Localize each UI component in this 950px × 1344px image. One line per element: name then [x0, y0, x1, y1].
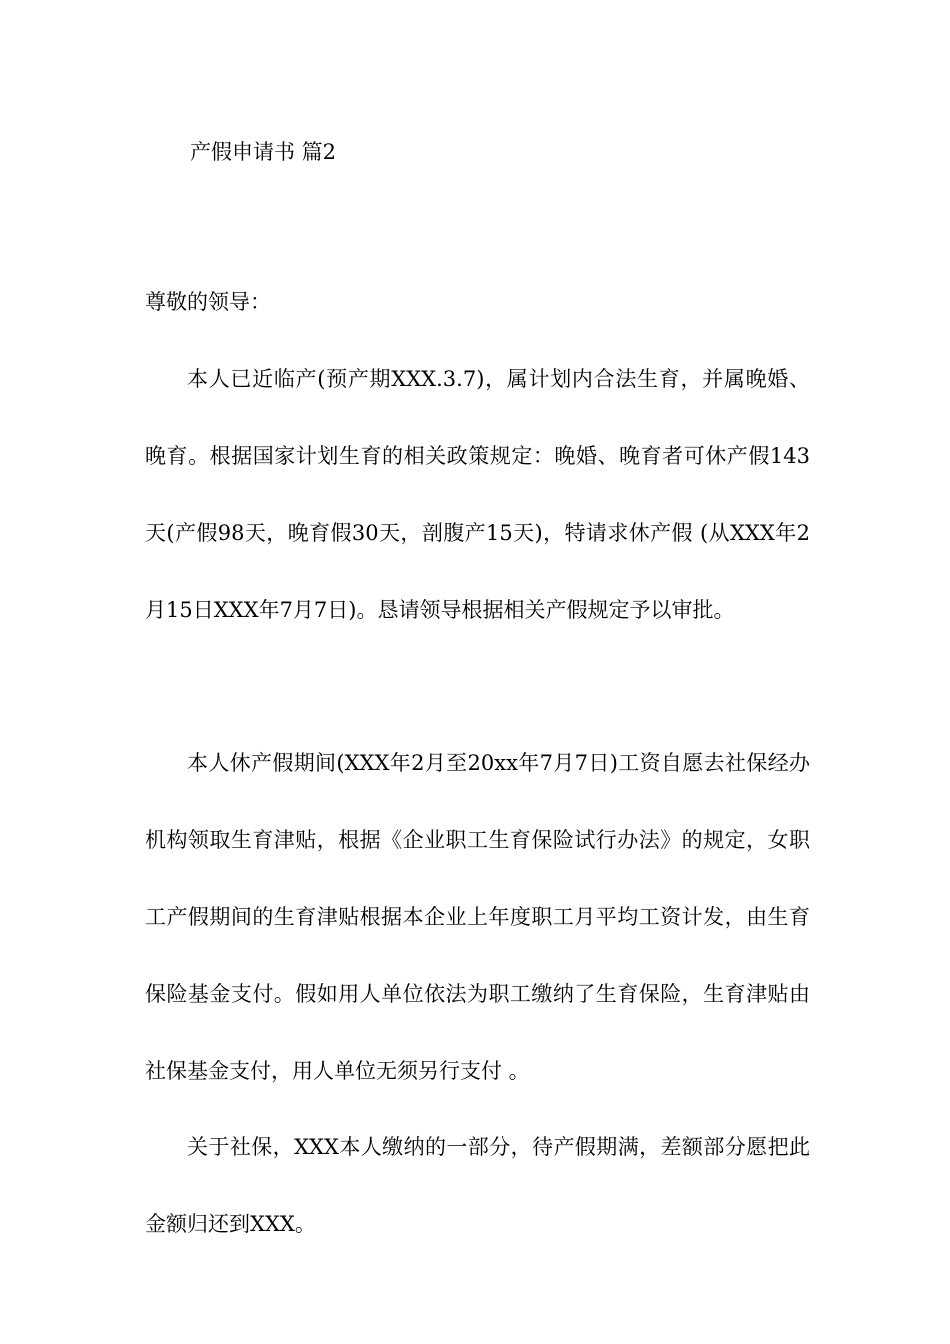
paragraph-leave-request: 本人已近临产(预产期XXX.3.7)，属计划内合法生育，并属晚婚、晚育。根据国家计划生育的相关政策规定：晚婚、晚育者可休产假143天(产假98天，晚育假30天，剖腹产15天)，特请求休产假 (从XXX年2月15日XXX年7月7日)。恳请领导根据相关产假规定予以审批。	[145, 367, 810, 622]
document-title: 产假申请书 篇2	[190, 140, 337, 164]
paragraph-social-insurance: 关于社保，XXX本人缴纳的一部分，待产假期满，差额部分愿把此金额归还到XXX。	[145, 1135, 810, 1236]
salutation: 尊敬的领导：	[145, 290, 271, 314]
paragraph-maternity-allowance: 本人休产假期间(XXX年2月至20xx年7月7日)工资自愿去社保经办机构领取生育津贴，根据《企业职工生育保险试行办法》的规定，女职工产假期间的生育津贴根据本企业上年度职工月平均工资计发，由生育保险基金支付。假如用人单位依法为职工缴纳了生育保险，生育津贴由社保基金支付，用人单位无须另行支付 。	[145, 751, 810, 1083]
